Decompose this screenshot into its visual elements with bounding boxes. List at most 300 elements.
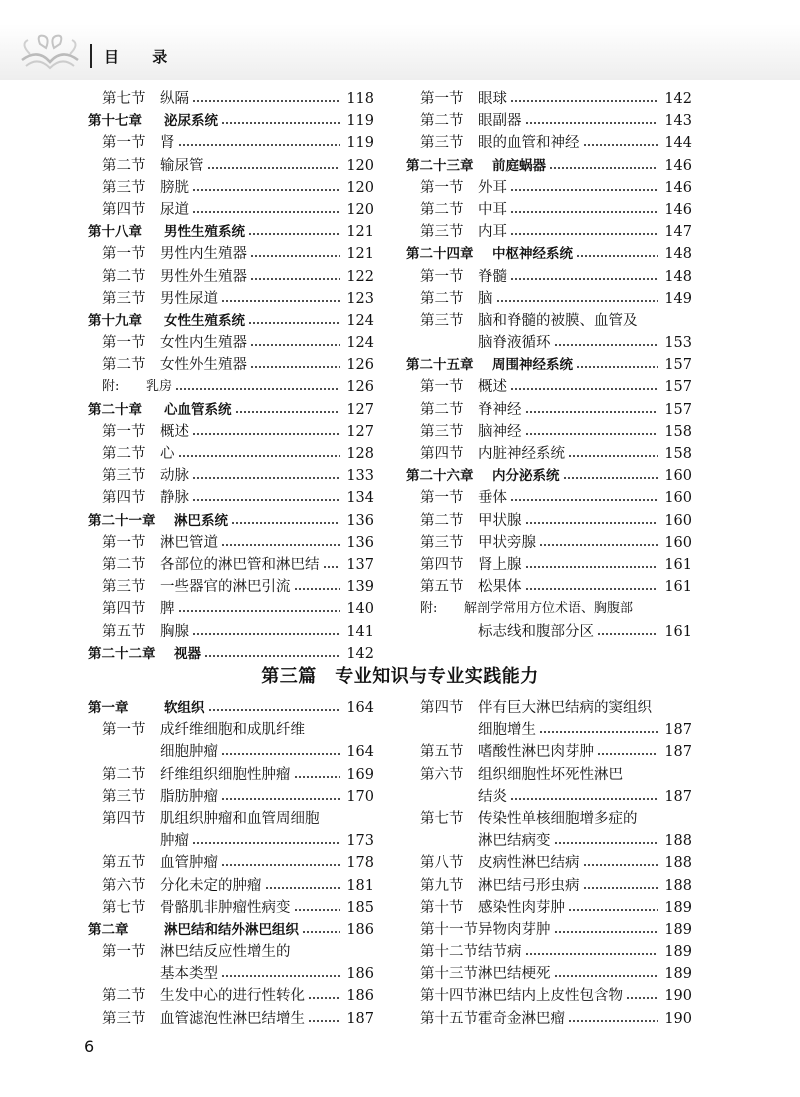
toc-entry-number: 第三节 bbox=[102, 290, 146, 307]
toc-entry-title: 霍奇金淋巴瘤 bbox=[478, 1010, 565, 1027]
toc-entry-number: 第十一节 bbox=[420, 921, 478, 938]
toc-entry[interactable] bbox=[88, 830, 374, 852]
toc-entry[interactable] bbox=[88, 266, 374, 288]
toc-entry[interactable] bbox=[88, 808, 374, 830]
toc-entry[interactable] bbox=[406, 697, 692, 719]
toc-entry-number: 第三节 bbox=[420, 312, 464, 329]
toc-entry-title: 血管肿瘤 bbox=[160, 855, 218, 872]
toc-entry[interactable] bbox=[406, 621, 692, 643]
toc-entry[interactable] bbox=[88, 132, 374, 154]
toc-entry-page: 161 bbox=[664, 579, 692, 596]
toc-entry-page: 126 bbox=[346, 379, 374, 396]
dot-leader bbox=[192, 97, 340, 105]
toc-entry-title: 前庭蜗器 bbox=[492, 157, 546, 174]
toc-entry-title: 胸腺 bbox=[160, 623, 189, 640]
toc-entry-page: 189 bbox=[664, 899, 692, 916]
page-number: 6 bbox=[84, 1037, 95, 1056]
toc-entry-number: 第十节 bbox=[420, 899, 464, 916]
toc-entry-page: 127 bbox=[346, 423, 374, 440]
toc-entry-number: 第二十四章 bbox=[406, 246, 474, 263]
dot-leader bbox=[568, 452, 658, 460]
dot-leader bbox=[192, 208, 340, 216]
toc-entry-page: 178 bbox=[346, 855, 374, 872]
toc-entry-title: 脑神经 bbox=[478, 423, 522, 440]
toc-entry-title: 细胞增生 bbox=[478, 722, 536, 739]
toc-entry-number: 第三节 bbox=[102, 468, 146, 485]
toc-entry-title: 肾 bbox=[160, 135, 175, 152]
dot-leader bbox=[568, 1017, 658, 1025]
dot-leader bbox=[554, 928, 658, 936]
toc-entry-number: 第二十一章 bbox=[88, 512, 156, 529]
dot-leader bbox=[208, 706, 340, 714]
toc-entry[interactable] bbox=[88, 741, 374, 763]
toc-entry-number: 第四节 bbox=[102, 810, 146, 827]
toc-entry-number: 第五节 bbox=[420, 579, 464, 596]
toc-entry-page: 146 bbox=[664, 179, 692, 196]
dot-leader bbox=[496, 297, 658, 305]
toc-entry-page: 187 bbox=[664, 744, 692, 761]
toc-entry[interactable] bbox=[406, 808, 692, 830]
toc-entry[interactable] bbox=[406, 266, 692, 288]
toc-entry-title: 眼的血管和神经 bbox=[478, 135, 580, 152]
dot-leader bbox=[525, 950, 658, 958]
toc-entry-page: 158 bbox=[664, 446, 692, 462]
dot-leader bbox=[231, 519, 340, 527]
toc-entry-title: 男性尿道 bbox=[160, 290, 218, 307]
toc-entry[interactable] bbox=[406, 421, 692, 443]
toc-entry-title: 甲状腺 bbox=[478, 512, 522, 529]
dot-leader bbox=[178, 452, 340, 460]
toc-entry-number: 第四节 bbox=[102, 490, 146, 507]
toc-entry-number: 第三节 bbox=[420, 423, 464, 440]
dot-leader bbox=[510, 496, 658, 504]
toc-entry-title: 肿瘤 bbox=[160, 833, 189, 850]
toc-lower-left-column bbox=[88, 697, 374, 1030]
toc-entry-number: 第一节 bbox=[102, 722, 146, 739]
toc-entry-page: 121 bbox=[346, 246, 374, 263]
toc-entry[interactable] bbox=[88, 443, 374, 465]
toc-entry[interactable] bbox=[406, 376, 692, 398]
toc-entry[interactable] bbox=[406, 941, 692, 963]
dot-leader bbox=[221, 541, 340, 549]
toc-entry-title: 淋巴结内上皮性包含物 bbox=[478, 988, 623, 1005]
toc-entry[interactable] bbox=[88, 576, 374, 598]
toc-entry[interactable] bbox=[88, 719, 374, 741]
book-logo-icon bbox=[18, 26, 82, 76]
toc-entry-title: 成纤维细胞和成肌纤维 bbox=[160, 722, 305, 739]
dot-leader bbox=[554, 341, 658, 349]
dot-leader bbox=[250, 252, 340, 260]
toc-entry[interactable] bbox=[406, 399, 692, 421]
toc-entry-title: 淋巴结反应性增生的 bbox=[160, 944, 291, 961]
toc-entry-title: 骨骼肌非肿瘤性病变 bbox=[160, 899, 291, 916]
toc-entry-title: 淋巴结弓形虫病 bbox=[478, 877, 580, 894]
dot-leader bbox=[221, 119, 340, 127]
toc-entry-title: 结节病 bbox=[478, 944, 522, 961]
toc-entry-title: 脂肪肿瘤 bbox=[160, 788, 218, 805]
toc-entry[interactable] bbox=[406, 741, 692, 763]
toc-entry[interactable] bbox=[88, 421, 374, 443]
toc-entry-page: 169 bbox=[346, 766, 374, 783]
toc-entry-title: 解剖学常用方位术语、胸腹部 bbox=[464, 601, 634, 617]
toc-entry[interactable] bbox=[88, 941, 374, 963]
toc-entry-number: 第一节 bbox=[102, 246, 146, 263]
dot-leader bbox=[510, 230, 658, 238]
toc-entry-title: 一些器官的淋巴引流 bbox=[160, 579, 291, 596]
toc-entry-title: 女性外生殖器 bbox=[160, 357, 247, 374]
toc-entry[interactable] bbox=[406, 110, 692, 132]
toc-entry[interactable] bbox=[406, 985, 692, 1007]
toc-entry[interactable] bbox=[406, 532, 692, 554]
toc-entry-title: 外耳 bbox=[478, 179, 507, 196]
toc-entry-title: 垂体 bbox=[478, 490, 507, 507]
toc-entry-page: 164 bbox=[346, 700, 374, 716]
header-divider bbox=[90, 44, 92, 68]
toc-entry-number: 第二节 bbox=[102, 446, 146, 462]
dot-leader bbox=[539, 728, 658, 736]
toc-entry-title: 淋巴结和结外淋巴组织 bbox=[164, 921, 299, 938]
toc-entry-title: 概述 bbox=[478, 379, 507, 396]
toc-entry-page: 160 bbox=[664, 468, 692, 485]
toc-entry-number: 第三节 bbox=[420, 135, 464, 152]
toc-entry[interactable] bbox=[88, 963, 374, 985]
dot-leader bbox=[576, 252, 658, 260]
toc-entry[interactable] bbox=[406, 243, 692, 265]
toc-entry[interactable] bbox=[406, 852, 692, 874]
toc-entry-title: 心 bbox=[160, 446, 175, 462]
toc-entry-number: 第二十章 bbox=[88, 401, 142, 418]
toc-entry-title: 女性生殖系统 bbox=[164, 312, 245, 329]
toc-entry-title: 血管滤泡性淋巴结增生 bbox=[160, 1010, 305, 1027]
toc-entry[interactable] bbox=[406, 963, 692, 985]
toc-entry[interactable] bbox=[406, 88, 692, 110]
dot-leader bbox=[178, 141, 340, 149]
toc-entry[interactable] bbox=[406, 786, 692, 808]
toc-entry[interactable] bbox=[406, 443, 692, 465]
toc-entry[interactable] bbox=[88, 852, 374, 874]
toc-entry-number: 第二节 bbox=[102, 268, 146, 285]
dot-leader bbox=[597, 750, 658, 758]
toc-entry[interactable] bbox=[88, 532, 374, 554]
dot-leader bbox=[248, 230, 340, 238]
toc-entry-number: 第七节 bbox=[420, 810, 464, 827]
dot-leader bbox=[265, 884, 340, 892]
toc-entry-page: 144 bbox=[664, 135, 692, 152]
toc-entry-title: 肾上腺 bbox=[478, 556, 522, 573]
toc-entry-number: 第一节 bbox=[102, 423, 146, 440]
toc-entry-page: 119 bbox=[346, 113, 374, 130]
toc-entry-page: 157 bbox=[664, 357, 692, 374]
dot-leader bbox=[204, 652, 340, 660]
toc-entry[interactable] bbox=[406, 510, 692, 532]
toc-entry-number: 第二节 bbox=[102, 157, 146, 174]
dot-leader bbox=[510, 385, 658, 393]
dot-leader bbox=[510, 97, 658, 105]
toc-entry-title: 中耳 bbox=[478, 201, 507, 218]
toc-entry[interactable] bbox=[406, 155, 692, 177]
toc-entry-page: 142 bbox=[664, 91, 692, 107]
toc-entry-number: 第一节 bbox=[102, 944, 146, 961]
toc-entry[interactable] bbox=[88, 465, 374, 487]
toc-entry-page: 187 bbox=[664, 788, 692, 805]
toc-entry-number: 第一节 bbox=[420, 179, 464, 196]
toc-entry-page: 185 bbox=[346, 899, 374, 916]
toc-entry-title: 概述 bbox=[160, 423, 189, 440]
toc-entry-title: 肌组织肿瘤和血管周细胞 bbox=[160, 810, 320, 827]
toc-entry[interactable] bbox=[88, 985, 374, 1007]
toc-entry-page: 181 bbox=[346, 877, 374, 894]
toc-entry[interactable] bbox=[88, 288, 374, 310]
toc-entry-title: 脊神经 bbox=[478, 401, 522, 418]
toc-entry[interactable] bbox=[88, 598, 374, 620]
toc-entry[interactable] bbox=[88, 399, 374, 421]
dot-leader bbox=[525, 585, 658, 593]
toc-entry-page: 147 bbox=[664, 224, 692, 241]
toc-entry-number: 第二节 bbox=[420, 201, 464, 218]
toc-entry-number: 第七节 bbox=[102, 899, 146, 916]
toc-entry-number: 第四节 bbox=[102, 601, 146, 618]
toc-entry-number: 第一节 bbox=[102, 534, 146, 551]
toc-entry-page: 188 bbox=[664, 855, 692, 872]
toc-entry-number: 第十五节 bbox=[420, 1010, 478, 1027]
toc-entry-title: 纵隔 bbox=[160, 91, 189, 107]
toc-entry-page: 123 bbox=[346, 290, 374, 307]
toc-entry-page: 158 bbox=[664, 423, 692, 440]
toc-entry-page: 140 bbox=[346, 601, 374, 618]
dot-leader bbox=[192, 186, 340, 194]
toc-lower-right-column bbox=[406, 697, 692, 1030]
toc-entry[interactable] bbox=[406, 221, 692, 243]
dot-leader bbox=[192, 474, 340, 482]
dot-leader bbox=[192, 430, 340, 438]
toc-entry[interactable] bbox=[406, 199, 692, 221]
toc-entry[interactable] bbox=[406, 554, 692, 576]
toc-entry-title: 组织细胞性坏死性淋巴 bbox=[478, 766, 623, 783]
toc-entry-title: 分化未定的肿瘤 bbox=[160, 877, 262, 894]
toc-entry-number: 第四节 bbox=[420, 556, 464, 573]
dot-leader bbox=[583, 861, 658, 869]
toc-entry[interactable] bbox=[88, 875, 374, 897]
toc-entry[interactable] bbox=[406, 764, 692, 786]
toc-entry[interactable] bbox=[406, 332, 692, 354]
dot-leader bbox=[539, 541, 658, 549]
toc-entry-number: 第五节 bbox=[102, 623, 146, 640]
dot-leader bbox=[626, 994, 658, 1002]
toc-entry-title: 淋巴管道 bbox=[160, 534, 218, 551]
toc-entry-number: 第十二节 bbox=[420, 944, 478, 961]
toc-entry-number: 第二节 bbox=[420, 290, 464, 307]
toc-entry-title: 嗜酸性淋巴肉芽肿 bbox=[478, 744, 594, 761]
toc-entry[interactable] bbox=[88, 177, 374, 199]
toc-entry-page: 122 bbox=[346, 268, 374, 285]
toc-entry-page: 190 bbox=[664, 988, 692, 1005]
toc-entry-page: 139 bbox=[346, 579, 374, 596]
toc-entry[interactable] bbox=[88, 554, 374, 576]
toc-entry[interactable] bbox=[88, 332, 374, 354]
toc-entry-title: 周围神经系统 bbox=[492, 357, 573, 374]
toc-entry-title: 脑和脊髓的被膜、血管及 bbox=[478, 312, 638, 329]
toc-entry[interactable] bbox=[88, 155, 374, 177]
toc-entry-page: 148 bbox=[664, 268, 692, 285]
toc-entry[interactable] bbox=[406, 719, 692, 741]
dot-leader bbox=[294, 585, 340, 593]
toc-entry-page: 119 bbox=[346, 135, 374, 152]
dot-leader bbox=[221, 861, 340, 869]
toc-entry-title: 伴有巨大淋巴结病的窦组织 bbox=[478, 700, 652, 716]
toc-entry-title: 松果体 bbox=[478, 579, 522, 596]
toc-entry[interactable] bbox=[88, 221, 374, 243]
dot-leader bbox=[525, 119, 658, 127]
toc-entry-page: 186 bbox=[346, 966, 374, 983]
toc-entry-page: 189 bbox=[664, 921, 692, 938]
toc-entry-page: 124 bbox=[346, 312, 374, 329]
toc-entry-page: 187 bbox=[346, 1010, 374, 1027]
toc-entry-number: 第三节 bbox=[102, 579, 146, 596]
toc-entry-title: 异物肉芽肿 bbox=[478, 921, 551, 938]
dot-leader bbox=[250, 341, 340, 349]
toc-entry[interactable] bbox=[88, 199, 374, 221]
toc-entry-number: 第三节 bbox=[102, 179, 146, 196]
toc-entry[interactable] bbox=[406, 310, 692, 332]
toc-entry[interactable] bbox=[406, 487, 692, 509]
toc-entry-title: 皮病性淋巴结病 bbox=[478, 855, 580, 872]
dot-leader bbox=[294, 773, 340, 781]
toc-entry[interactable] bbox=[406, 132, 692, 154]
toc-entry[interactable] bbox=[406, 830, 692, 852]
toc-entry[interactable] bbox=[88, 487, 374, 509]
toc-entry[interactable] bbox=[88, 786, 374, 808]
toc-entry-number: 第二十六章 bbox=[406, 468, 474, 485]
toc-entry[interactable] bbox=[88, 621, 374, 643]
dot-leader bbox=[250, 275, 340, 283]
toc-entry-page: 186 bbox=[346, 988, 374, 1005]
toc-entry-page: 124 bbox=[346, 335, 374, 352]
dot-leader bbox=[221, 297, 340, 305]
toc-entry-number: 第二节 bbox=[102, 357, 146, 374]
toc-entry[interactable] bbox=[406, 576, 692, 598]
toc-entry-title: 眼副器 bbox=[478, 113, 522, 130]
toc-entry[interactable] bbox=[88, 376, 374, 398]
dot-leader bbox=[525, 430, 658, 438]
toc-entry[interactable] bbox=[88, 897, 374, 919]
toc-entry[interactable] bbox=[88, 510, 374, 532]
toc-entry-title: 内耳 bbox=[478, 224, 507, 241]
toc-entry-number: 第五节 bbox=[102, 855, 146, 872]
toc-entry-title: 男性内生殖器 bbox=[160, 246, 247, 263]
toc-entry-number: 附: bbox=[102, 379, 120, 395]
toc-entry-title: 生发中心的进行性转化 bbox=[160, 988, 305, 1005]
toc-entry[interactable] bbox=[406, 1008, 692, 1030]
toc-entry[interactable] bbox=[406, 465, 692, 487]
toc-upper-left-column bbox=[88, 88, 374, 665]
dot-leader bbox=[525, 519, 658, 527]
dot-leader bbox=[235, 408, 340, 416]
toc-entry-page: 188 bbox=[664, 833, 692, 850]
dot-leader bbox=[308, 994, 340, 1002]
toc-entry[interactable] bbox=[88, 1008, 374, 1030]
toc-entry[interactable] bbox=[88, 110, 374, 132]
toc-entry-number: 第二节 bbox=[102, 988, 146, 1005]
toc-entry[interactable] bbox=[88, 697, 374, 719]
toc-entry-title: 心血管系统 bbox=[164, 401, 232, 418]
dot-leader bbox=[294, 906, 340, 914]
toc-entry[interactable] bbox=[88, 919, 374, 941]
toc-entry-title: 视器 bbox=[174, 645, 201, 662]
toc-entry-page: 153 bbox=[664, 335, 692, 352]
dot-leader bbox=[583, 884, 658, 892]
dot-leader bbox=[525, 563, 658, 571]
toc-entry-number: 第四节 bbox=[102, 201, 146, 218]
toc-entry-number: 第一章 bbox=[88, 700, 129, 716]
toc-entry-title: 甲状旁腺 bbox=[478, 534, 536, 551]
toc-entry-page: 136 bbox=[346, 534, 374, 551]
dot-leader bbox=[563, 474, 658, 482]
toc-entry-page: 126 bbox=[346, 357, 374, 374]
toc-entry[interactable] bbox=[406, 897, 692, 919]
dot-leader bbox=[221, 750, 340, 758]
dot-leader bbox=[549, 164, 658, 172]
toc-entry-title: 淋巴结梗死 bbox=[478, 966, 551, 983]
toc-entry-page: 160 bbox=[664, 490, 692, 507]
toc-entry-title: 膀胱 bbox=[160, 179, 189, 196]
toc-entry[interactable] bbox=[406, 598, 692, 620]
toc-entry-page: 173 bbox=[346, 833, 374, 850]
toc-entry-page: 190 bbox=[664, 1010, 692, 1027]
toc-entry-page: 149 bbox=[664, 290, 692, 307]
toc-entry-number: 第九节 bbox=[420, 877, 464, 894]
toc-entry[interactable] bbox=[88, 354, 374, 376]
toc-entry-number: 第一节 bbox=[102, 135, 146, 152]
toc-entry-page: 120 bbox=[346, 201, 374, 218]
toc-entry-title: 尿道 bbox=[160, 201, 189, 218]
toc-entry[interactable] bbox=[406, 177, 692, 199]
toc-entry-page: 127 bbox=[346, 401, 374, 418]
dot-leader bbox=[510, 186, 658, 194]
toc-entry-number: 第三节 bbox=[420, 534, 464, 551]
toc-entry-number: 第七节 bbox=[102, 91, 146, 107]
toc-entry-page: 160 bbox=[664, 512, 692, 529]
toc-entry-page: 141 bbox=[346, 623, 374, 640]
dot-leader bbox=[525, 408, 658, 416]
dot-leader bbox=[192, 630, 340, 638]
toc-entry-page: 142 bbox=[346, 645, 374, 662]
toc-entry-number: 第二十三章 bbox=[406, 157, 474, 174]
toc-entry-page: 164 bbox=[346, 744, 374, 761]
toc-entry[interactable] bbox=[406, 354, 692, 376]
dot-leader bbox=[221, 795, 340, 803]
toc-entry-title: 男性生殖系统 bbox=[164, 224, 245, 241]
toc-entry-page: 128 bbox=[346, 446, 374, 462]
dot-leader bbox=[510, 275, 658, 283]
toc-entry[interactable] bbox=[88, 243, 374, 265]
toc-entry[interactable] bbox=[88, 310, 374, 332]
dot-leader bbox=[323, 563, 340, 571]
toc-entry[interactable] bbox=[406, 875, 692, 897]
toc-entry-number: 第二十五章 bbox=[406, 357, 474, 374]
dot-leader bbox=[221, 972, 340, 980]
toc-entry-number: 第二节 bbox=[420, 401, 464, 418]
toc-entry-title: 标志线和腹部分区 bbox=[478, 623, 594, 640]
dot-leader bbox=[510, 795, 658, 803]
toc-entry[interactable] bbox=[88, 88, 374, 110]
toc-entry-number: 第二节 bbox=[420, 512, 464, 529]
toc-entry-page: 121 bbox=[346, 224, 374, 241]
toc-entry[interactable] bbox=[406, 288, 692, 310]
toc-entry-number: 第十七章 bbox=[88, 113, 142, 130]
toc-entry-number: 第十三节 bbox=[420, 966, 478, 983]
toc-entry[interactable] bbox=[88, 764, 374, 786]
toc-entry[interactable] bbox=[406, 919, 692, 941]
